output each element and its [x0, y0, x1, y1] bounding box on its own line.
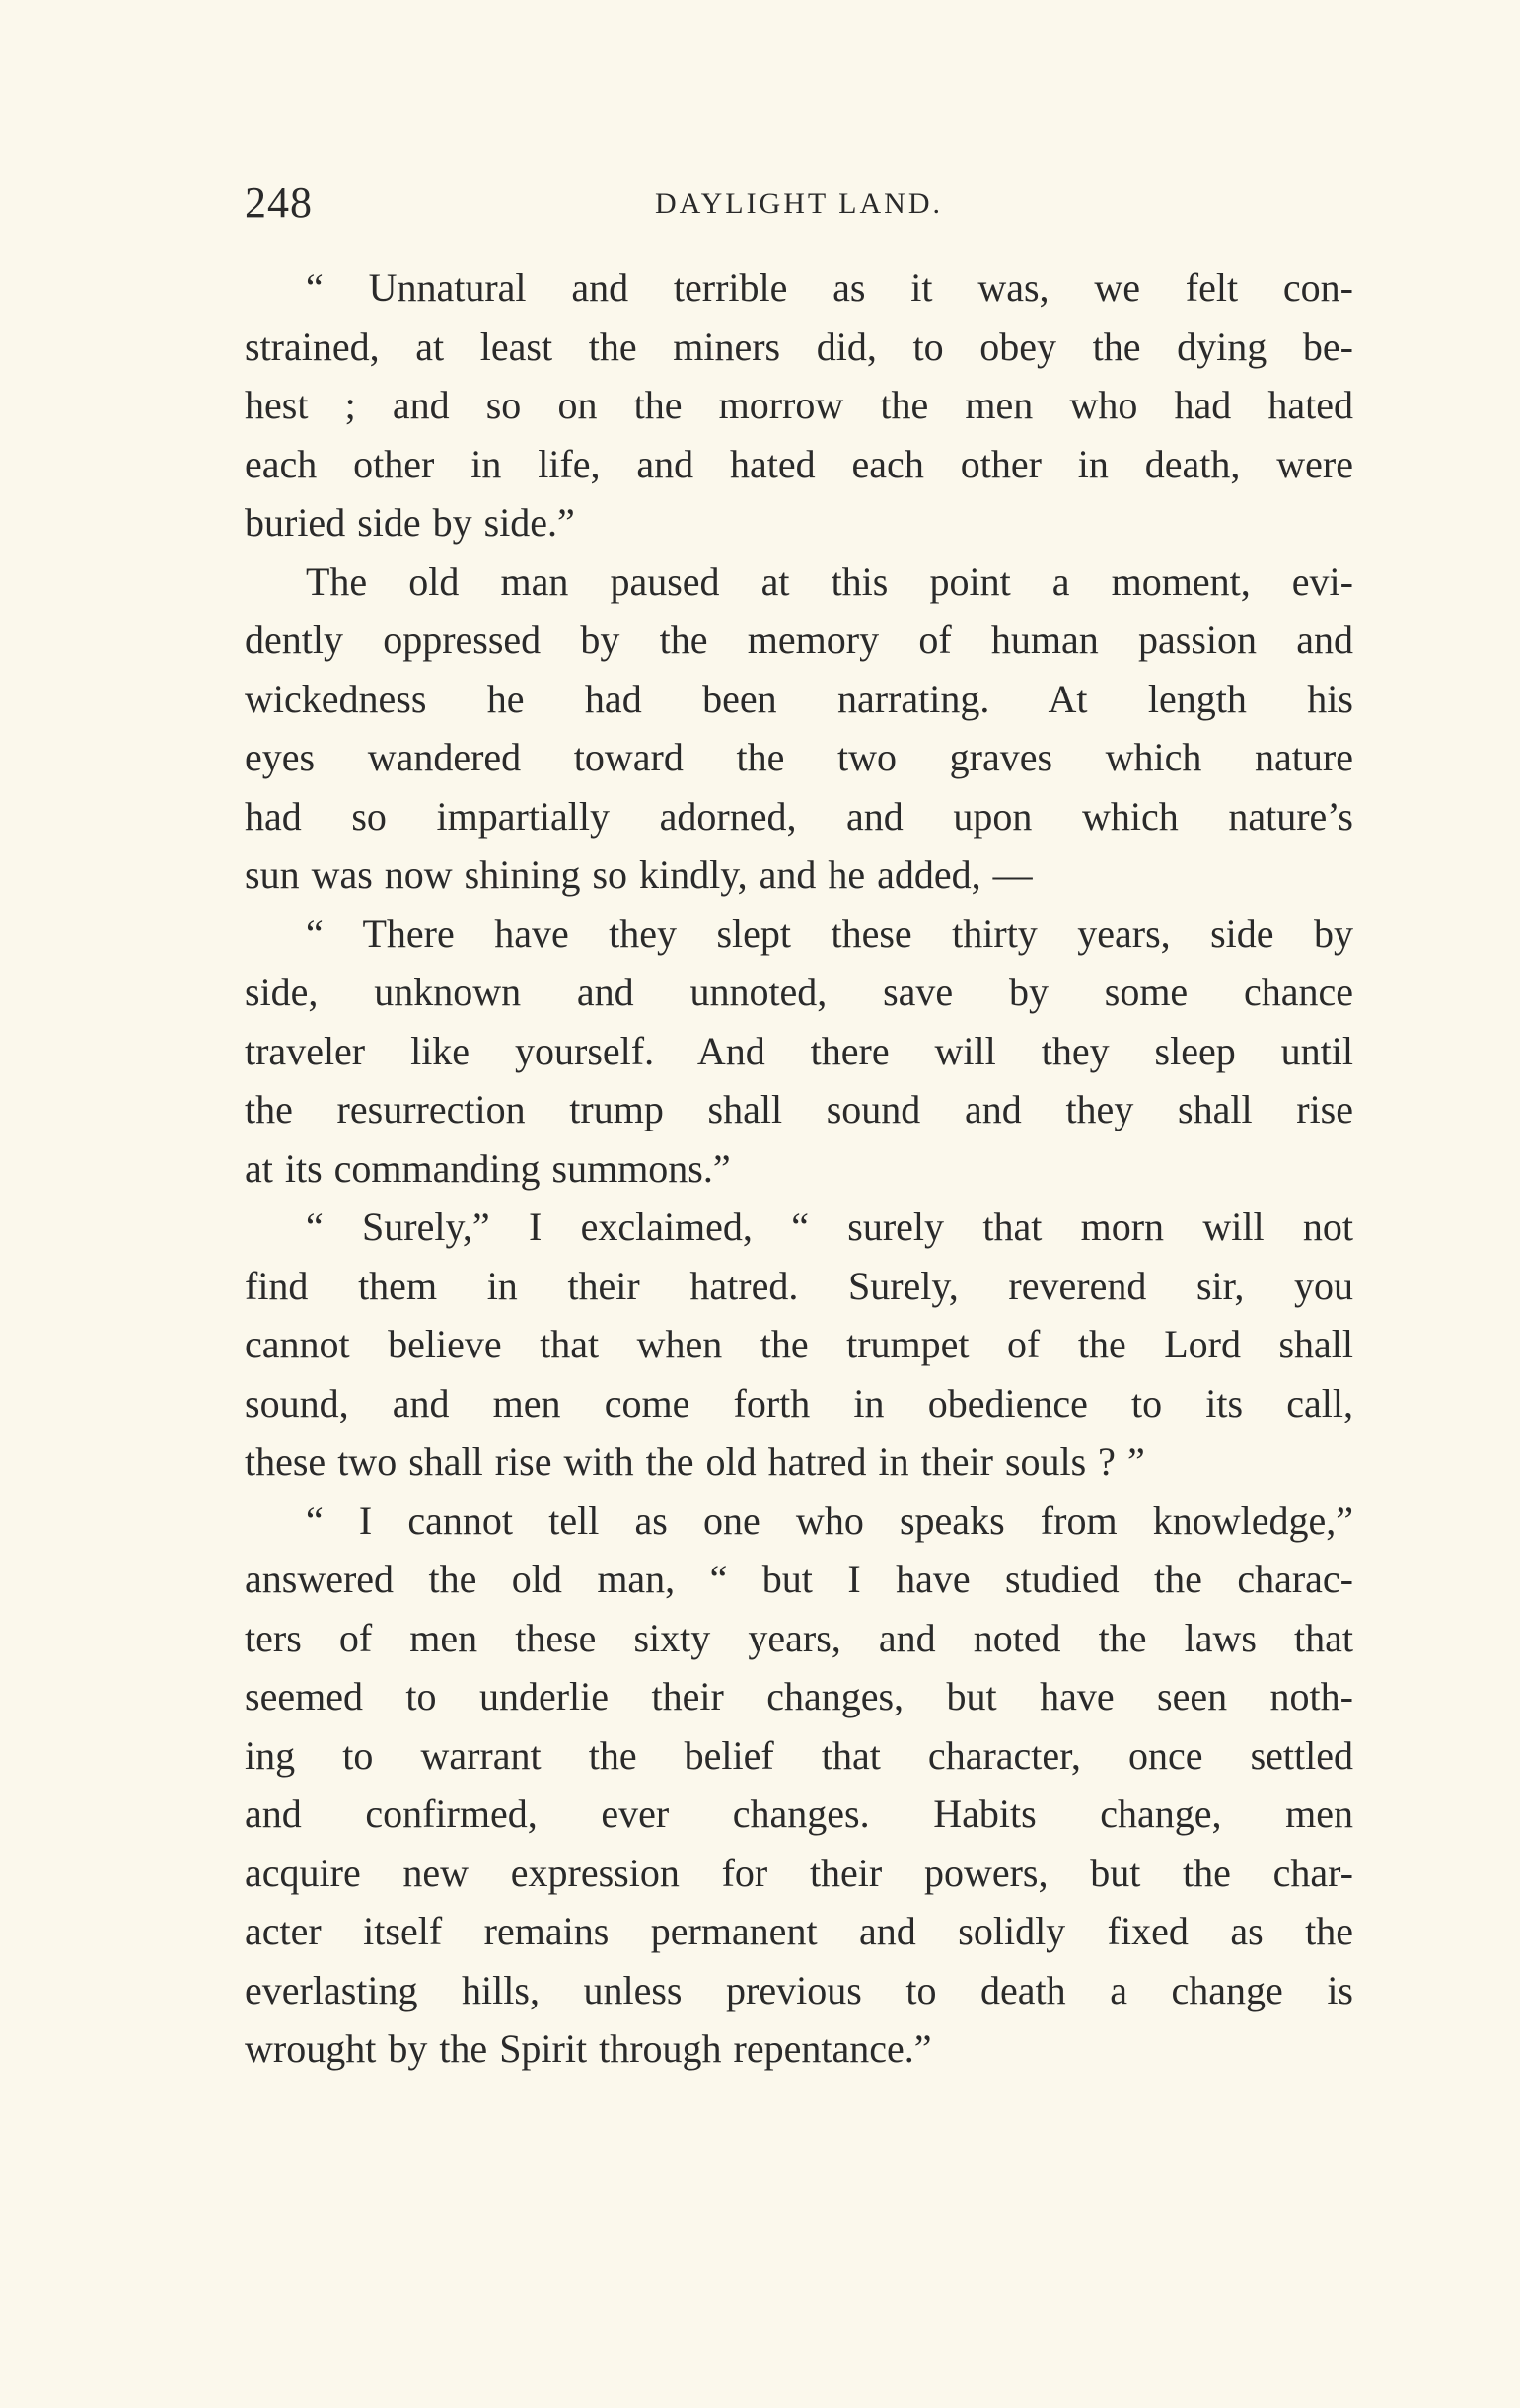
text-line: find them in their hatred. Surely, reverend sir, you	[245, 1263, 1353, 1308]
text-line: “ There have they slept these thirty years, side by	[306, 911, 1353, 956]
text-line: ters of men these sixty years, and noted the laws that	[245, 1615, 1353, 1660]
text-line: and confirmed, ever changes. Habits change, men	[245, 1791, 1353, 1836]
text-line: acquire new expression for their powers, but the char-	[245, 1850, 1353, 1895]
text-line: the resurrection trump shall sound and they shall rise	[245, 1087, 1353, 1131]
text-line: dently oppressed by the memory of human passion and	[245, 618, 1353, 662]
text-line: everlasting hills, unless previous to death a change is	[245, 1967, 1353, 2012]
text-line: ing to warrant the belief that character, once settled	[245, 1732, 1353, 1778]
text-line: “ Unnatural and terrible as it was, we felt con-	[306, 265, 1353, 310]
text-line: traveler like yourself. And there will they sleep until	[245, 1028, 1353, 1073]
text-line: each other in life, and hated each other in death, were	[245, 441, 1353, 486]
text-line: hest ; and so on the morrow the men who had hated	[245, 383, 1353, 427]
text-line: acter itself remains permanent and solidly fixed as the	[245, 1909, 1353, 1953]
text-line: these two shall rise with the old hatred in their souls ? ”	[245, 1439, 1145, 1484]
text-line: seemed to underlie their changes, but have seen noth-	[245, 1674, 1353, 1718]
running-head	[245, 174, 1353, 233]
body-text	[245, 258, 1353, 2079]
text-line: wrought by the Spirit through repentance.”	[245, 2026, 932, 2071]
page-number: 248	[245, 179, 313, 227]
text-line: The old man paused at this point a moment, evi-	[306, 558, 1353, 604]
text-line: strained, at least the miners did, to obey the dying be-	[245, 324, 1353, 369]
text-line: at its commanding summons.”	[245, 1145, 731, 1191]
text-line: sun was now shining so kindly, and he added, —	[245, 852, 1033, 897]
text-line: “ I cannot tell as one who speaks from knowledge,”	[306, 1497, 1353, 1543]
text-line: buried side by side.”	[245, 500, 575, 545]
text-line: had so impartially adorned, and upon which nature’s	[245, 793, 1353, 839]
text-line: sound, and men come forth in obedience to its call,	[245, 1380, 1353, 1425]
text-line: side, unknown and unnoted, save by some chance	[245, 970, 1353, 1014]
text-line: cannot believe that when the trumpet of the Lord shall	[245, 1322, 1353, 1366]
text-line: eyes wandered toward the two graves which nature	[245, 735, 1353, 779]
running-title: DAYLIGHT LAND.	[655, 187, 943, 220]
text-line: answered the old man, “ but I have studied the charac-	[245, 1557, 1353, 1601]
text-line: “ Surely,” I exclaimed, “ surely that morn will not	[306, 1204, 1353, 1249]
text-line: wickedness he had been narrating. At length his	[245, 676, 1353, 721]
